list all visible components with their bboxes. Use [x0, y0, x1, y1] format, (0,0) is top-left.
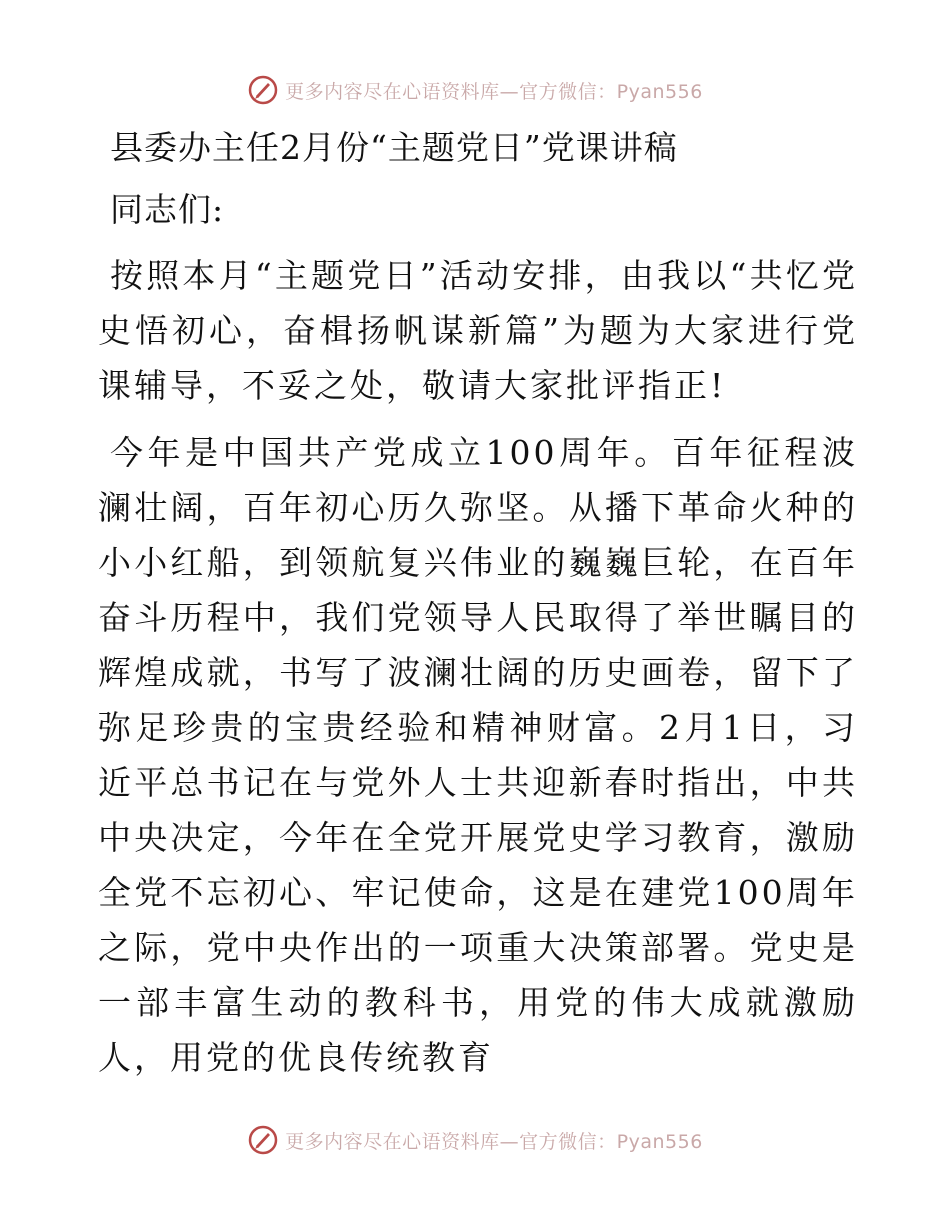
footer-watermark-banner: [0, 1120, 950, 1160]
quill-seal-icon: [247, 74, 279, 106]
document-title: 县委办主任2月份“主题党日”党课讲稿: [110, 128, 678, 167]
watermark-text: 更多内容尽在心语资料库—官方微信：Pyan556: [285, 1130, 703, 1153]
quill-seal-icon: [247, 1124, 279, 1156]
header-watermark-banner: [0, 70, 950, 110]
greeting: 同志们:: [110, 190, 225, 229]
paragraph-1: 按照本月“主题党日”活动安排，由我以“共忆党史悟初心，奋楫扬帆谋新篇”为题为大家进行党课辅导，不妥之处，敬请大家批评指正!: [98, 256, 858, 405]
paragraph-2: 今年是中国共产党成立100周年。百年征程波澜壮阔，百年初心历久弥坚。从播下革命火种的小小红船，到领航复兴伟业的巍巍巨轮，在百年奋斗历程中，我们党领导人民取得了举世瞩目的辉煌成就，书写了波澜壮阔的历史画卷，留下了弥足珍贵的宝贵经验和精神财富。2月1日，习近平总书记在与党外人士共迎新春时指出，中共中央决定，今年在全党开展党史学习教育，激励全党不忘初心、牢记使命，这是在建党100周年之际，党中央作出的一项重大决策部署。党史是一部丰富生动的教科书，用党的伟大成就激励人，用党的优良传统教育: [98, 433, 858, 1077]
document-body: [98, 122, 858, 1097]
watermark-text: 更多内容尽在心语资料库—官方微信：Pyan556: [285, 80, 703, 103]
